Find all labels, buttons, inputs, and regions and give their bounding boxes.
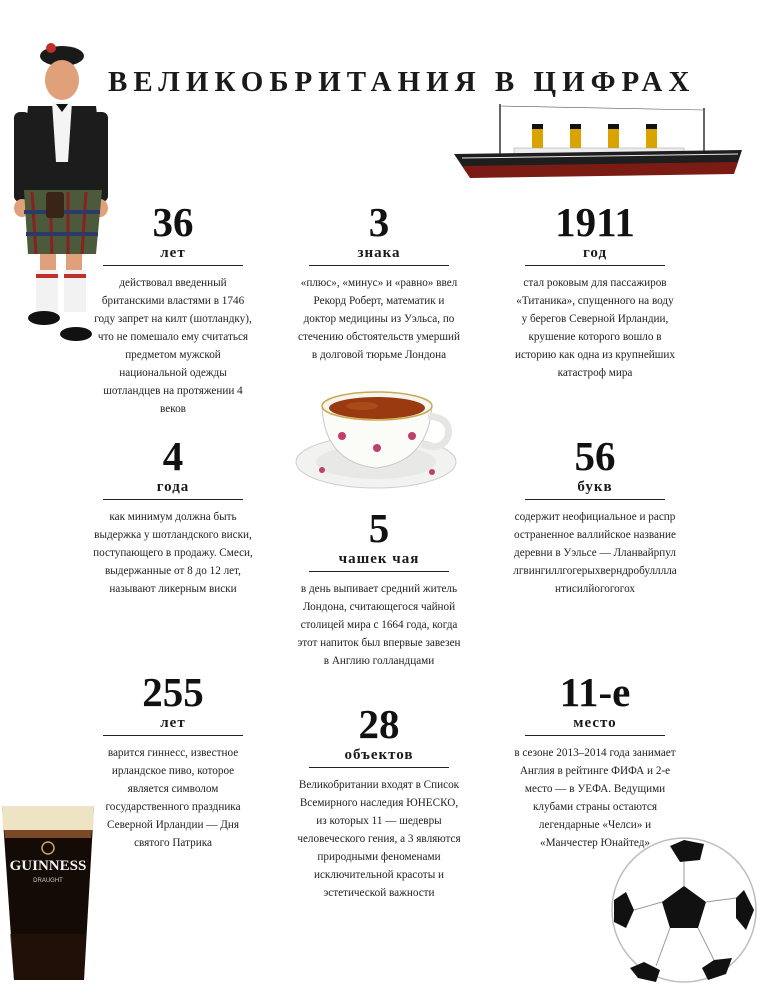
- fact-description: действовал введенный британскими властями в 1746 году запрет на килт (шотландку), что не помешало ему считаться предметом мужской национальной одежды шотландцев на протяжении 4 веков: [94, 277, 252, 415]
- divider: [309, 767, 449, 768]
- fact-number: 4: [162, 433, 184, 479]
- page-title: ВЕЛИКОБРИТАНИЯ В ЦИФРАХ: [108, 66, 696, 98]
- fact-description: «плюс», «минус» и «равно» ввел Рекорд Роберт, математик и доктор медицины из Уэльса, по стечению обстоятельств умерший в долговой тюрьме Лондона: [298, 277, 460, 361]
- fact-unesco-sites: [294, 702, 464, 902]
- fact-description: в день выпивает средний житель Лондона, считающегося чайной столицей мира с 1664 года, когда этот напиток был впервые завезен в Англию голландцами: [297, 583, 461, 667]
- fact-tea-cups: [294, 506, 464, 670]
- fact-unit: знака: [357, 245, 401, 261]
- fact-number: 36: [152, 199, 194, 245]
- fact-kilt-ban: [88, 200, 258, 418]
- divider: [103, 735, 243, 736]
- fact-unit: букв: [577, 479, 613, 495]
- fact-unit: лет: [160, 715, 186, 731]
- titanic-ship-image: [452, 96, 744, 186]
- guinness-glass-image: [0, 804, 100, 986]
- divider: [103, 499, 243, 500]
- fact-number: 3: [368, 199, 390, 245]
- fact-village-name: [510, 434, 680, 598]
- fact-titanic-year: [510, 200, 680, 382]
- soccer-ball-image: [604, 830, 758, 984]
- fact-number: 1911: [555, 199, 635, 245]
- divider: [525, 499, 665, 500]
- fact-number: 56: [574, 433, 616, 479]
- fact-number: 255: [142, 669, 204, 715]
- fact-description: варится гиннесс, известное ирландское пиво, которое является символом государственного праздника Северной Ирландии — Дня святого Патрика: [105, 747, 241, 849]
- fact-unit: лет: [160, 245, 186, 261]
- fact-whisky-aging: [88, 434, 258, 598]
- fact-unit: года: [156, 479, 190, 495]
- fact-number: 5: [368, 505, 390, 551]
- fact-description: содержит неофициальное и распространенное валлийское название деревни в Уэльсе — Лланвайрпуллгвингиллгогерыхверндробуллллантисилйогогогох: [513, 511, 677, 595]
- fact-unit: чашек чая: [338, 551, 420, 567]
- fact-description: стал роковым для пассажиров «Титаника», спущенного на воду у берегов Северной Ирландии, крушение которого вошло в историю как одна из крупнейших катастроф мира: [514, 277, 675, 379]
- fact-description: Великобритании входят в Список Всемирного наследия ЮНЕСКО, из которых 11 — шедевры человеческого гения, а 3 являются природными феноменами исключительной красоты и эстетической важности: [297, 779, 461, 899]
- guinness-sub-label: DRAUGHT: [33, 878, 63, 884]
- guinness-brand-label: GUINNESS: [9, 858, 87, 874]
- fact-unit: объектов: [344, 747, 414, 763]
- fact-unit: год: [582, 245, 608, 261]
- divider: [103, 265, 243, 266]
- teacup-image: [292, 378, 462, 496]
- fact-number: 11-е: [559, 669, 631, 715]
- divider: [309, 571, 449, 572]
- fact-fifa-rank: [510, 670, 680, 852]
- fact-number: 28: [358, 701, 400, 747]
- fact-unit: место: [573, 715, 617, 731]
- fact-math-signs: [294, 200, 464, 364]
- divider: [309, 265, 449, 266]
- fact-description: как минимум должна быть выдержка у шотландского виски, поступающего в продажу. Смеси, выдержанные от 8 до 12 лет, называют ликерным виски: [93, 511, 253, 595]
- divider: [525, 265, 665, 266]
- divider: [525, 735, 665, 736]
- fact-description: в сезоне 2013–2014 года занимает Англия в рейтинге ФИФА и 2-е место — в УЕФА. Ведущими клубами страны остаются легендарные «Челси» и «Манчестер Юнайтед»: [514, 747, 676, 849]
- fact-guinness-years: [88, 670, 258, 852]
